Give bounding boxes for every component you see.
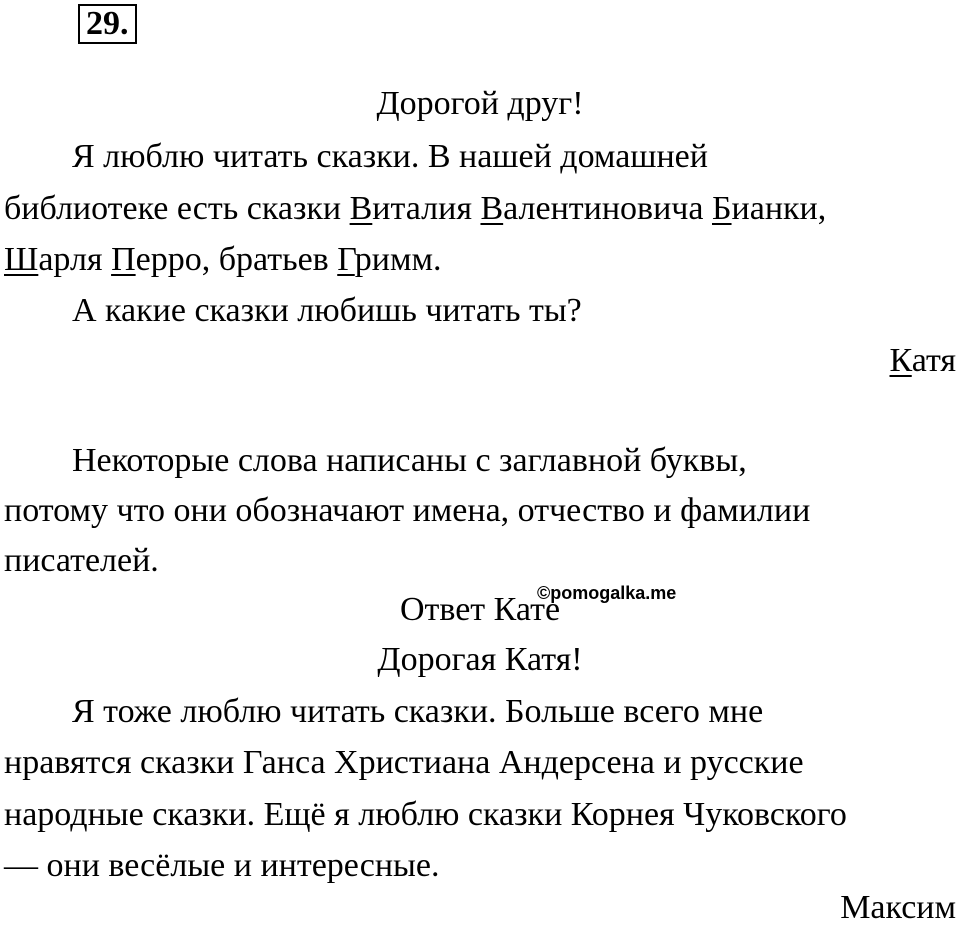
text-segment: ианки, (731, 190, 827, 227)
watermark: ©pomogalka.me (537, 583, 677, 603)
text-segment: италия (372, 190, 481, 227)
underlined-capital: Б (712, 190, 732, 227)
underlined-capital: К (889, 342, 912, 379)
underlined-capital: В (480, 190, 504, 227)
letter-line-2 (4, 189, 826, 229)
text-segment: атя (911, 342, 956, 379)
underlined-capital: В (349, 190, 373, 227)
text-segment: библиотеке есть сказки (4, 190, 350, 227)
letter-line-4: А какие сказки любишь читать ты? (72, 292, 582, 329)
reply-line-2: нравятся сказки Ганса Христиана Андерсена и русские (4, 744, 804, 781)
explanation-line-2: потому что они обозначают имена, отчество и фамилии (4, 492, 811, 529)
text-segment: алентиновича (503, 190, 712, 227)
letter-line-1: Я люблю читать сказки. В нашей домашней (72, 138, 708, 175)
explanation-line-3: писателей. (4, 542, 159, 579)
text-segment: римм. (354, 241, 442, 278)
reply-heading: Ответ Кате (399, 591, 561, 628)
underlined-capital: Г (337, 241, 355, 278)
reply-line-1: Я тоже люблю читать сказки. Больше всего мне (72, 693, 764, 730)
underlined-capital: Ш (4, 241, 39, 278)
letter-greeting: Дорогой друг! (376, 85, 584, 122)
letter-signature (890, 341, 957, 381)
underlined-capital: П (111, 241, 136, 278)
reply-signature: Максим (840, 889, 956, 926)
reply-line-4: — они весёлые и интересные. (4, 847, 440, 884)
text-segment: арля (38, 241, 112, 278)
letter-line-3 (4, 240, 441, 280)
explanation-line-1: Некоторые слова написаны с заглавной буквы, (72, 442, 747, 479)
task-number-box: 29. (78, 4, 137, 44)
text-segment: ерро, братьев (135, 241, 338, 278)
reply-line-3: народные сказки. Ещё я люблю сказки Корнея Чуковского (4, 796, 847, 833)
reply-greeting: Дорогая Катя! (377, 641, 583, 678)
